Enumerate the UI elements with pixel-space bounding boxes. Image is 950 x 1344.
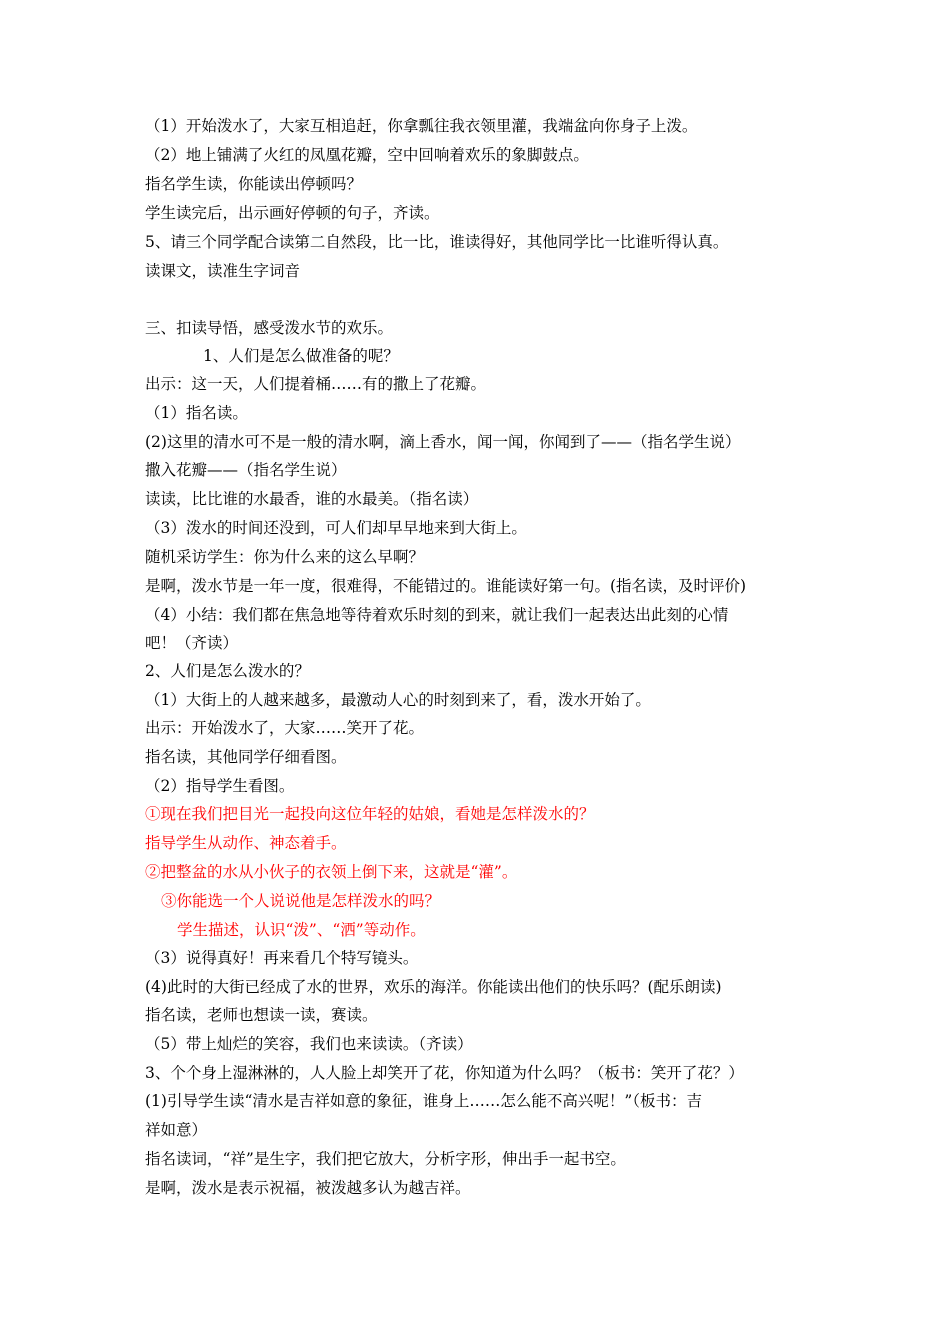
- text-line: （4）小结：我们都在焦急地等待着欢乐时刻的到来，就让我们一起表达出此刻的心情: [145, 606, 729, 624]
- text-line: 祥如意）: [145, 1121, 208, 1139]
- text-line: （1）大街上的人越来越多，最激动人心的时刻到来了，看，泼水开始了。: [145, 691, 651, 709]
- text-line: 是啊，泼水节是一年一度，很难得，不能错过的。谁能读好第一句。(指名读，及时评价): [145, 577, 747, 595]
- text-line: （5）带上灿烂的笑容，我们也来读读。（齐读）: [145, 1035, 473, 1053]
- text-line: 是啊，泼水是表示祝福，被泼越多认为越吉祥。: [145, 1179, 471, 1197]
- text-line: （1）开始泼水了，大家互相追赶，你拿瓢往我衣领里灌，我端盆向你身子上泼。: [145, 117, 698, 135]
- text-line: (4)此时的大街已经成了水的世界，欢乐的海洋。你能读出他们的快乐吗？(配乐朗读): [145, 978, 722, 996]
- text-line: （2）指导学生看图。: [145, 777, 295, 795]
- text-line: 5、请三个同学配合读第二自然段，比一比，谁读得好，其他同学比一比谁听得认真。: [145, 233, 729, 251]
- text-line: 撒入花瓣——（指名学生说）: [145, 461, 347, 479]
- text-line: （2）地上铺满了火红的凤凰花瓣，空中回响着欢乐的象脚鼓点。: [145, 146, 589, 164]
- text-line: 出示：这一天，人们提着桶……有的撒上了花瓣。: [145, 375, 487, 393]
- highlighted-line: ①现在我们把目光一起投向这位年轻的姑娘，看她是怎样泼水的？: [145, 805, 595, 823]
- highlighted-line: ③你能选一个人说说他是怎样泼水的吗？: [161, 892, 441, 910]
- text-line: 指名读，其他同学仔细看图。: [145, 748, 347, 766]
- highlighted-line: 指导学生从动作、神态着手。: [145, 834, 347, 852]
- text-line: 读课文，读准生字词音: [145, 262, 301, 280]
- text-line: （3）说得真好！再来看几个特写镜头。: [145, 949, 419, 967]
- subheading: 1、人们是怎么做准备的呢？: [203, 347, 399, 365]
- text-line: 吧！（齐读）: [145, 634, 239, 652]
- subheading: 2、人们是怎么泼水的？: [145, 662, 310, 680]
- text-line: 出示：开始泼水了，大家……笑开了花。: [145, 719, 425, 737]
- text-line: 指名读，老师也想读一读，赛读。: [145, 1006, 378, 1024]
- highlighted-line: 学生描述，认识“泼”、“洒”等动作。: [177, 921, 426, 939]
- text-line: (2)这里的清水可不是一般的清水啊，滴上香水，闻一闻，你闻到了——（指名学生说）: [145, 433, 741, 451]
- text-line: 指名学生读，你能读出停顿吗？: [145, 175, 363, 193]
- text-line: 随机采访学生：你为什么来的这么早啊？: [145, 548, 425, 566]
- subheading: 3、个个身上湿淋淋的，人人脸上却笑开了花，你知道为什么吗？（板书：笑开了花？）: [145, 1064, 744, 1082]
- text-line: (1)引导学生读“清水是吉祥如意的象征，谁身上……怎么能不高兴呢！”（板书：吉: [145, 1092, 703, 1110]
- text-line: 学生读完后，出示画好停顿的句子，齐读。: [145, 204, 440, 222]
- text-line: 读读，比比谁的水最香，谁的水最美。（指名读）: [145, 490, 479, 508]
- section-heading: 三、扣读导悟，感受泼水节的欢乐。: [145, 319, 394, 337]
- text-line: （3）泼水的时间还没到，可人们却早早地来到大街上。: [145, 519, 527, 537]
- highlighted-line: ②把整盆的水从小伙子的衣领上倒下来，这就是“灌”。: [145, 863, 518, 881]
- text-line: 指名读词，“祥”是生字，我们把它放大，分析字形，伸出手一起书空。: [145, 1150, 626, 1168]
- text-line: （1）指名读。: [145, 404, 248, 422]
